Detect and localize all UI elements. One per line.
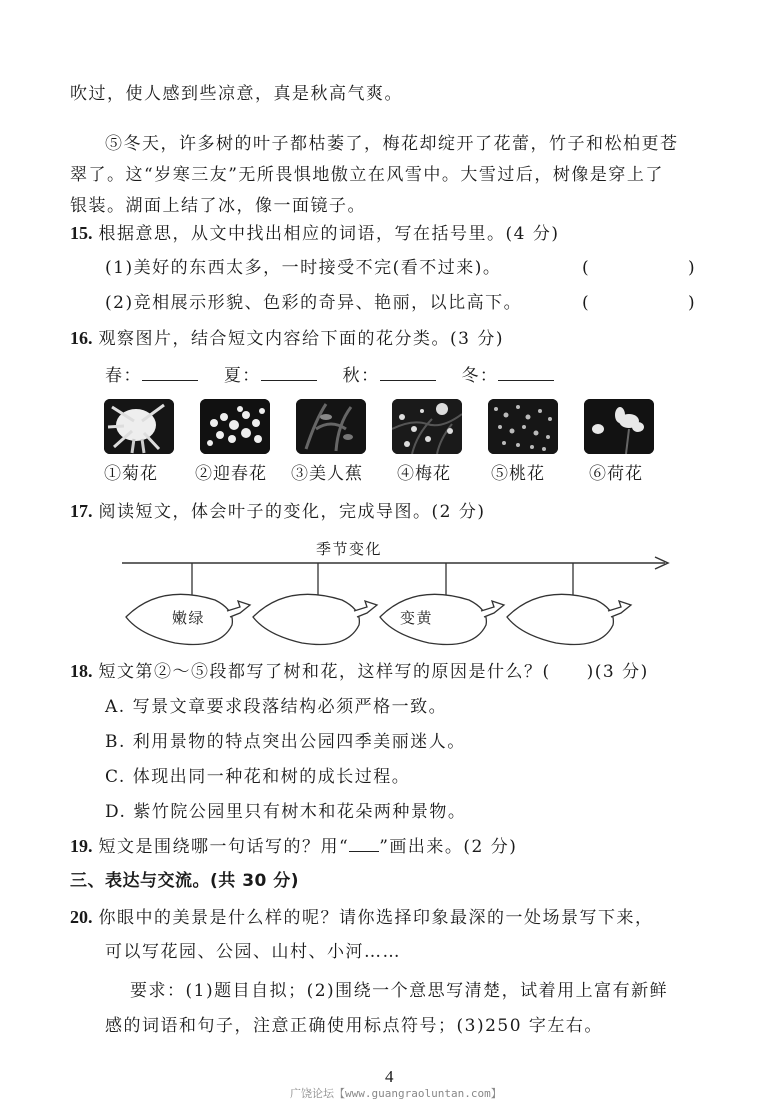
lotus-photo (584, 399, 654, 454)
flower-caption-4: ④梅花 (397, 464, 451, 484)
watermark: 广饶论坛【www.guangraoluntan.com】 (290, 1087, 502, 1100)
option-a: A. 写景文章要求段落结构必须严格一致。 (105, 697, 448, 717)
requirement-line-1: 要求：(1)题目自拟；(2)围绕一个意思写清楚，试着用上富有新鲜 (130, 981, 669, 1001)
question-number: 20. (70, 907, 93, 927)
flower-caption-5: ⑤桃花 (491, 464, 545, 484)
leaf-answer-field-4[interactable] (520, 600, 610, 635)
spring-answer-blank[interactable] (142, 364, 198, 381)
passage-paragraph-5: ⑤冬天，许多树的叶子都枯萎了，梅花却绽开了花蕾，竹子和松柏更苍 (105, 134, 679, 154)
question-score: )(3 分) (586, 662, 649, 682)
answer-paren-close: ) (688, 258, 695, 278)
question-number: 17. (70, 501, 93, 521)
option-d: D. 紫竹院公园里只有树木和花朵两种景物。 (105, 802, 467, 822)
q15-item-1: (1)美好的东西太多，一时接受不完(看不过来)。 (105, 258, 502, 278)
peach-blossom-photo (488, 399, 558, 454)
question-number: 15. (70, 223, 93, 243)
option-b: B. 利用景物的特点突出公园四季美丽迷人。 (105, 732, 466, 752)
question-20-line-2: 可以写花园、公园、山村、小河…… (105, 942, 401, 962)
question-number: 18. (70, 661, 93, 681)
answer-field-15-2[interactable] (592, 290, 684, 314)
passage-line: 吹过，使人感到些凉意，真是秋高气爽。 (70, 84, 403, 104)
season-classify-row (105, 364, 554, 387)
flower-caption-6: ⑥荷花 (589, 464, 643, 484)
underline-sample (349, 835, 379, 852)
question-text-end: ”画出来。(2 分) (379, 837, 518, 857)
winter-answer-blank[interactable] (498, 364, 554, 381)
winter-jasmine-photo (200, 399, 270, 454)
leaf-answer-field-2[interactable] (265, 600, 355, 635)
season-label-autumn: 秋： (342, 366, 380, 386)
season-change-axis-label: 季节变化 (316, 540, 383, 558)
flower-caption-3: ③美人蕉 (291, 464, 363, 484)
question-text: 观察图片，结合短文内容给下面的花分类。(3 分) (98, 329, 504, 349)
leaf-label-1: 嫩绿 (172, 609, 206, 627)
autumn-answer-blank[interactable] (380, 364, 436, 381)
flower-caption-2: ②迎春花 (195, 464, 267, 484)
question-text: 短文是围绕哪一句话写的？用“ (98, 837, 350, 857)
season-label-winter: 冬： (461, 366, 499, 386)
answer-paren-open: ( (582, 258, 589, 278)
question-text: 短文第②～⑤段都写了树和花，这样写的原因是什么？( (98, 662, 551, 682)
passage-line: 银装。湖面上结了冰，像一面镜子。 (70, 196, 366, 216)
question-text: 你眼中的美景是什么样的呢？请你选择印象最深的一处场景写下来， (98, 908, 654, 928)
leaf-label-3: 变黄 (400, 609, 434, 627)
plum-blossom-photo (392, 399, 462, 454)
question-20 (70, 906, 654, 929)
page-number: 4 (385, 1067, 394, 1086)
section-3-heading: 三、表达与交流。(共 30 分) (70, 871, 300, 891)
answer-paren-open: ( (582, 293, 589, 313)
question-number: 16. (70, 328, 93, 348)
question-15 (70, 222, 559, 245)
question-text: 阅读短文，体会叶子的变化，完成导图。(2 分) (98, 502, 486, 522)
season-label-spring: 春： (105, 366, 142, 386)
answer-paren-close: ) (688, 293, 695, 313)
answer-field-15-1[interactable] (592, 255, 684, 279)
summer-answer-blank[interactable] (261, 364, 317, 381)
requirement-line-2: 感的词语和句子，注意正确使用标点符号；(3)250 字左右。 (105, 1016, 603, 1036)
option-c: C. 体现出同一种花和树的成长过程。 (105, 767, 411, 787)
question-18 (70, 660, 649, 683)
canna-photo (296, 399, 366, 454)
season-label-summer: 夏： (223, 366, 261, 386)
question-text: 根据意思，从文中找出相应的词语，写在括号里。(4 分) (98, 224, 560, 244)
passage-line: 翠了。这“岁寒三友”无所畏惧地傲立在风雪中。大雪过后，树像是穿上了 (70, 165, 664, 185)
question-19 (70, 835, 517, 858)
q15-item-2: (2)竞相展示形貌、色彩的奇异、艳丽，以比高下。 (105, 293, 523, 313)
flower-caption-1: ①菊花 (104, 464, 158, 484)
chrysanthemum-photo (104, 399, 174, 454)
question-17 (70, 500, 485, 523)
question-number: 19. (70, 836, 93, 856)
question-16 (70, 327, 504, 350)
